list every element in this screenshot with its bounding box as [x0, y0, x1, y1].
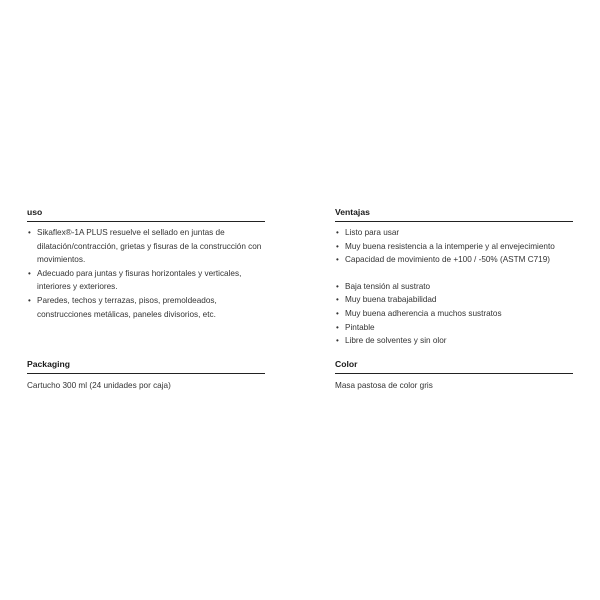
list-item: • Pintable: [335, 321, 573, 335]
list-item: • Sikaflex®-1A PLUS resuelve el sellado en juntas de dilatación/contracción, grietas y fisuras de la construcción con movimientos.: [27, 226, 265, 267]
list-item: • Paredes, techos y terrazas, pisos, premoldeados, construcciones metálicas, paneles divisorios, etc.: [27, 294, 265, 321]
list-item: • Listo para usar: [335, 226, 573, 240]
list-item: • Muy buena adherencia a muchos sustratos: [335, 307, 573, 321]
packaging-text: Cartucho 300 ml (24 unidades por caja): [27, 381, 171, 390]
ventajas-heading: Ventajas: [335, 207, 573, 222]
list-item: • Capacidad de movimiento de +100 / -50% (ASTM C719): [335, 253, 573, 267]
list-item: • Muy buena resistencia a la intemperie y al envejecimiento: [335, 240, 573, 254]
ventajas-list-2: [335, 280, 573, 348]
ventajas-section: [335, 207, 573, 348]
packaging-section: [27, 359, 265, 392]
list-item: • Baja tensión al sustrato: [335, 280, 573, 294]
list-spacer: [335, 267, 573, 280]
uso-heading: uso: [27, 207, 265, 222]
packaging-heading: Packaging: [27, 359, 265, 374]
color-text: Masa pastosa de color gris: [335, 381, 433, 390]
list-item: • Adecuado para juntas y fisuras horizontales y verticales, interiores y exteriores.: [27, 267, 265, 294]
uso-list: [27, 226, 265, 321]
list-item: • Libre de solventes y sin olor: [335, 334, 573, 348]
color-section: [335, 359, 573, 392]
ventajas-list-1: [335, 226, 573, 267]
uso-section: [27, 207, 265, 321]
color-heading: Color: [335, 359, 573, 374]
list-item: • Muy buena trabajabilidad: [335, 293, 573, 307]
